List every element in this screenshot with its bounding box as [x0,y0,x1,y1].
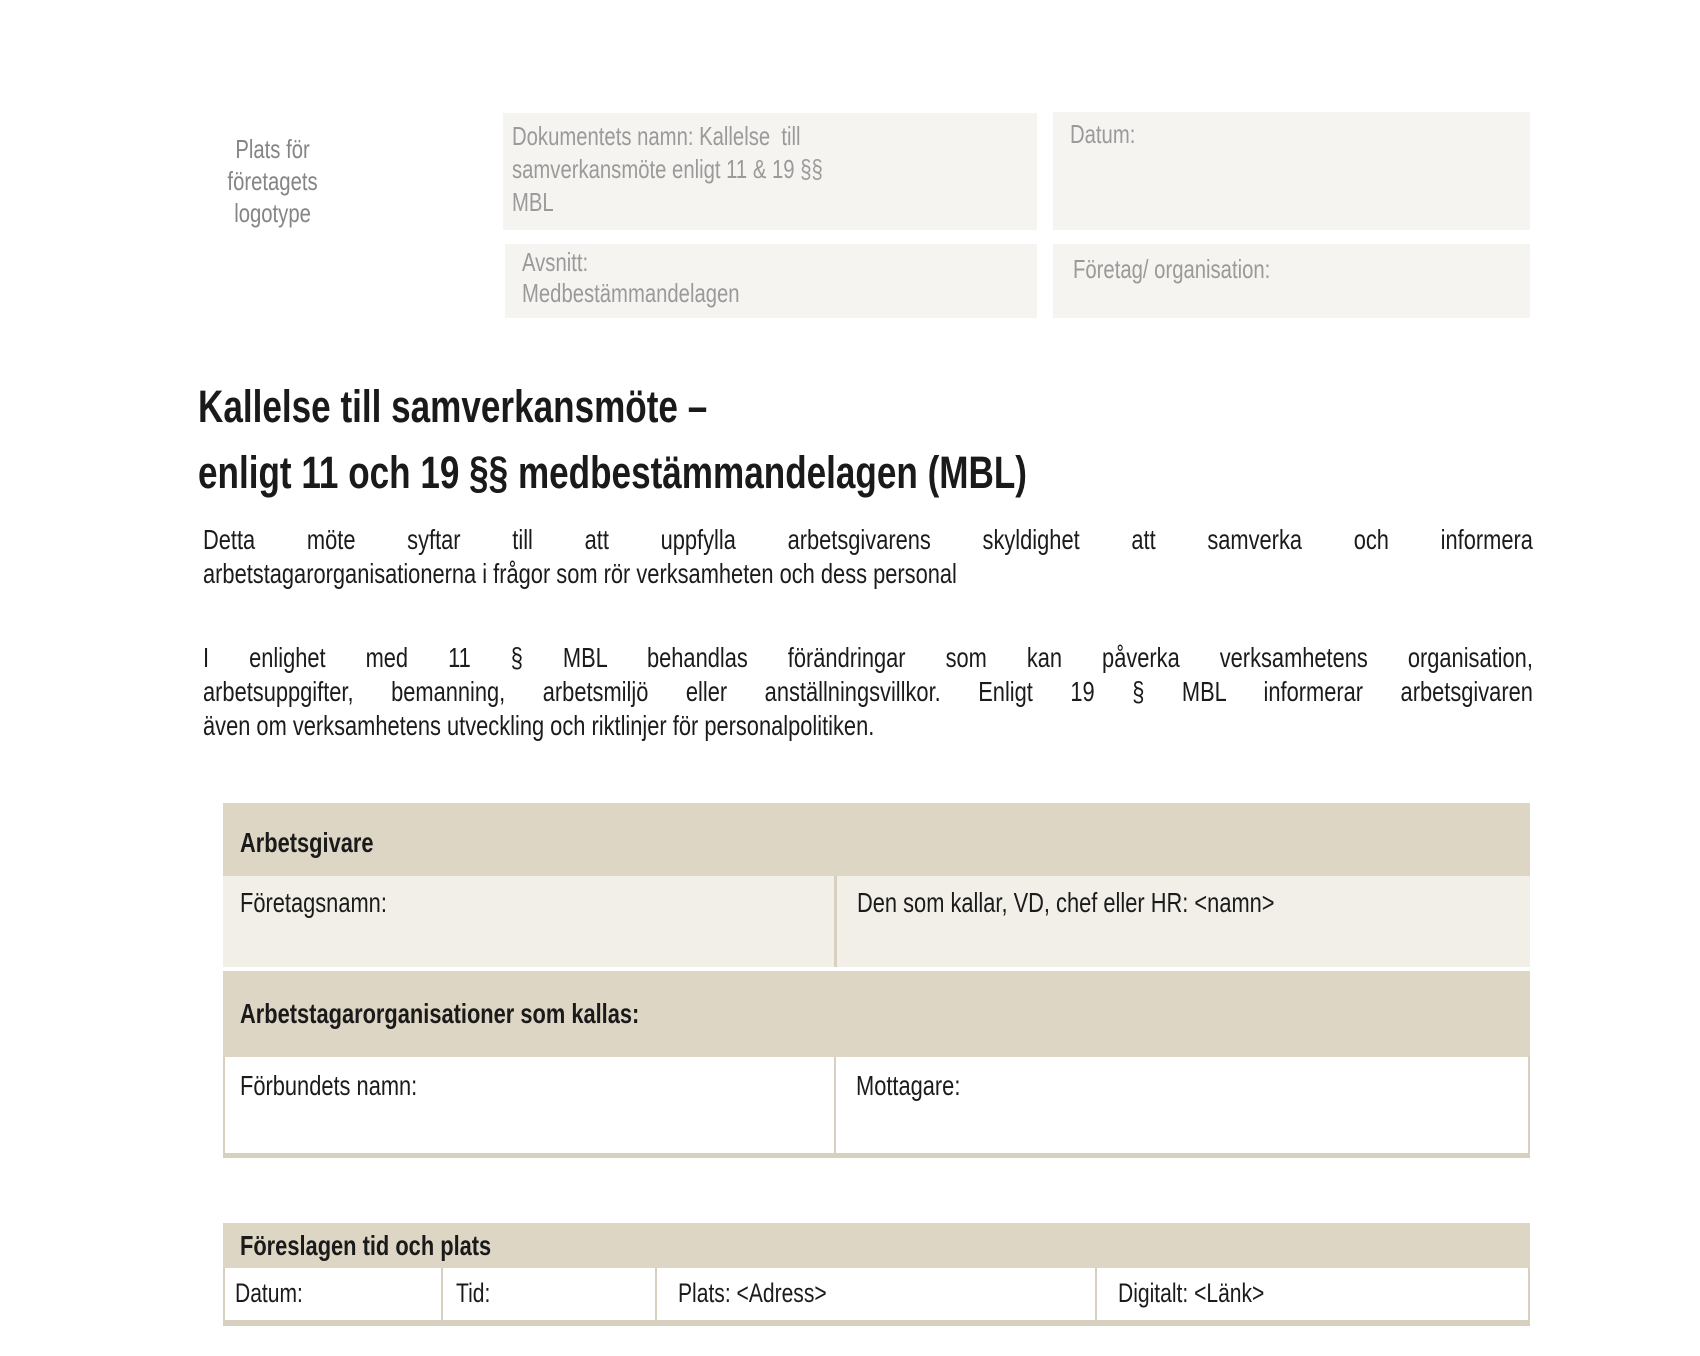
time-cell[interactable] [443,1268,655,1320]
company-name-label: Företagsnamn: [240,887,387,918]
recipient-cell[interactable] [836,1057,1528,1151]
page-title [198,374,1290,506]
text-line: MBL [512,187,554,217]
unions-table-header-label: Arbetstagarorganisationer som kallas: [240,998,640,1029]
page-title-line1: Kallelse till samverkansmöte – [198,381,708,432]
datum-box[interactable] [1053,112,1530,230]
document-name-text [512,120,1042,219]
digital-label: Digitalt: <Länk> [1118,1278,1265,1308]
text-line: Plats för [235,134,310,164]
avsnitt-box[interactable] [505,244,1037,318]
document-name-box[interactable] [503,113,1037,230]
union-name-label: Förbundets namn: [240,1070,418,1101]
text-line: Detta möte syftar till att uppfylla arbetsgivarens skyldighet att samverka och informera [203,524,1533,555]
text-line: företagets [227,166,318,196]
organisation-box[interactable] [1053,244,1530,318]
date-cell[interactable] [225,1268,441,1320]
company-name-cell[interactable] [223,876,834,967]
employer-table-header-label: Arbetsgivare [240,827,374,858]
text-line: logotype [234,198,311,228]
avsnitt-text [522,247,1052,309]
unions-table-header [223,971,1530,1057]
employer-table-row [223,876,1530,967]
page-title-line2: enligt 11 och 19 §§ medbestämmandelagen (MBL) [198,447,1027,498]
text-line: samverkansmöte enligt 11 & 19 §§ [512,154,823,184]
organisation-label: Företag/ organisation: [1073,254,1271,284]
caller-cell[interactable] [837,876,1530,967]
schedule-table-header-label: Föreslagen tid och plats [240,1230,492,1261]
text-line: arbetstagarorganisationerna i frågor som rör verksamheten och dess personal [203,558,957,589]
text-line: I enlighet med 11 § MBL behandlas förändringar som kan påverka verksamhetens organisation, [203,642,1533,673]
date-label: Datum: [235,1278,303,1308]
text-line: Avsnitt: [522,247,589,277]
schedule-table-row [223,1268,1530,1326]
place-cell[interactable] [657,1268,1095,1320]
digital-cell[interactable] [1097,1268,1528,1320]
place-label: Plats: <Adress> [678,1278,827,1308]
unions-table-row [223,1057,1530,1158]
caller-label: Den som kallar, VD, chef eller HR: <namn> [857,887,1275,918]
time-label: Tid: [456,1278,491,1308]
schedule-table-header [223,1223,1530,1268]
text-line: Medbestämmandelagen [522,278,740,308]
text-line: arbetsuppgifter, bemanning, arbetsmiljö eller anställningsvillkor. Enligt 19 § MBL informerar arbetsgivaren [203,676,1533,707]
logo-placeholder[interactable] [200,133,345,229]
employer-table-header [223,803,1530,876]
union-name-cell[interactable] [225,1057,834,1151]
text-line: även om verksamhetens utveckling och riktlinjer för personalpolitiken. [203,710,875,741]
text-line: Dokumentets namn: Kallelse till [512,121,801,151]
intro-paragraph [203,523,1533,591]
recipient-label: Mottagare: [856,1070,961,1101]
legal-paragraph [203,641,1533,743]
datum-label: Datum: [1070,119,1136,149]
